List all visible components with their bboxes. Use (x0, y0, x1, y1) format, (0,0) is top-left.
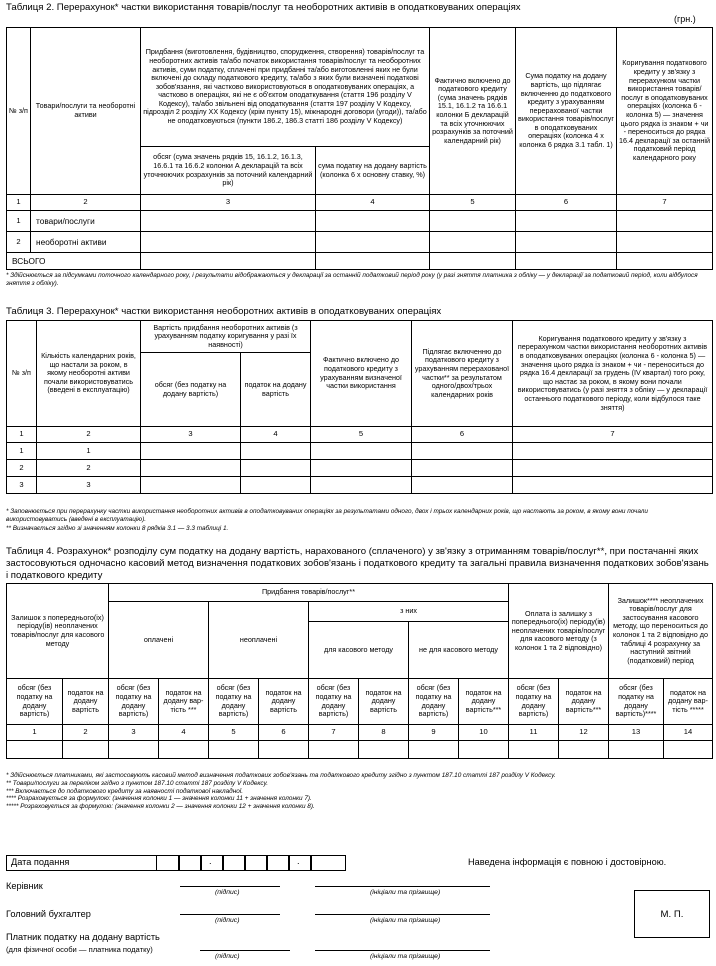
t4-sub-6: податок на додану вартість (259, 679, 309, 725)
t2-row-label: необоротні активи (31, 232, 141, 253)
t2-col-purchase: Придбання (виготовлення, будівництво, спорудження, створення) товарів/послуг та необоротних активів та/або початок використання товарів/послуг та необоротних активів, суми податку, сплачені при придбанні та/або виготовленні яких не були включені до складу податкового кредиту, та/або з яких були визначені податкові зобов'язання, які частково використовуються в оподатковуваних операціях, а частково в операціях, які не є об'єктом оподаткування (стаття 196 розділу V Кодексу), та/або звільнені від оподаткування (стаття 197 розділу V Кодексу, підрозділ 2 розділу XX Кодексу (крім пункту 15), міжнародні договори (угоди)), та/або не оподатковуються (пункти 186.2, 186.3 статті 186 розділу V Кодексу) (141, 28, 430, 147)
t4-sub-5: обсяг (без податку на додану вартість) (209, 679, 259, 725)
t3-row-no: 2 (7, 460, 37, 477)
t2-num-1: 1 (7, 195, 31, 211)
t4-cell[interactable] (509, 741, 559, 759)
t3-cell[interactable] (311, 477, 412, 494)
payer-label: Платник податку на додану вартість (6, 932, 160, 942)
t3-note-2: ** Визначається згідно зі значенням колонки 8 рядків 3.1 — 3.3 таблиці 1. (6, 525, 229, 532)
t3-num-7: 7 (513, 427, 713, 443)
t2-cell[interactable] (141, 211, 316, 232)
t4-num: 12 (559, 725, 609, 741)
table4 (6, 583, 713, 759)
t4-note-4: **** Розраховується за формулою: (значення колонки 1 — значення колонки 11 + значення колонки 7). (6, 795, 312, 803)
head-label: Керівник (6, 881, 43, 891)
t3-cell[interactable] (412, 460, 513, 477)
t4-col-of-them: з них (309, 602, 509, 622)
t4-cell[interactable] (409, 741, 459, 759)
t2-col-goods: Товари/послуги та необоротні активи (31, 28, 141, 195)
t4-cell[interactable] (109, 741, 159, 759)
t2-col-adjust: Коригування податкового кредиту у зв'язку з перерахунком частки використання товарів/послуг в оподатковуваних операціях (колонка 6 - колонка 5) — значення цього рядка із знаком + чи - переноситься до рядка 16.4 декларації за останній податковий період календарного року (617, 28, 713, 195)
head-name-caption: (ініціали та прізвище) (370, 889, 441, 896)
date-digit-box[interactable] (310, 855, 346, 871)
t3-num-2: 2 (37, 427, 141, 443)
t3-col-no: № з/п (7, 321, 37, 427)
t4-sub-12: податок на додану вартість*** (559, 679, 609, 725)
t4-sub-10: податок на додану вартість*** (459, 679, 509, 725)
t2-cell[interactable] (141, 232, 316, 253)
t2-cell[interactable] (430, 232, 516, 253)
date-separator-box (288, 855, 312, 871)
t4-sub-13: обсяг (без податку на додану вартість)**** (609, 679, 664, 725)
t2-cell[interactable] (316, 253, 430, 270)
t4-col-balance: Залишок з попереднього(іх) періоду(ів) неоплачених товарів/послуг для касового методу (7, 584, 109, 679)
t2-num-4: 4 (316, 195, 430, 211)
table-row (7, 443, 713, 460)
t4-sub-7: обсяг (без податку на додану вартість) (309, 679, 359, 725)
t4-num: 5 (209, 725, 259, 741)
table-row (7, 253, 713, 270)
payer-name-line[interactable] (315, 950, 490, 951)
t4-cell[interactable] (609, 741, 664, 759)
t3-cell[interactable] (141, 460, 241, 477)
t4-sub-11: обсяг (без податку на додану вартість) (509, 679, 559, 725)
accountant-label: Головний бухгалтер (6, 909, 91, 919)
t4-cell[interactable] (7, 741, 63, 759)
t4-sub-1: обсяг (без податку на додану вартість) (7, 679, 63, 725)
t2-cell[interactable] (617, 211, 713, 232)
t4-cell[interactable] (63, 741, 109, 759)
t3-col-actual: Фактично включено до податкового кредиту з урахуванням визначеної частки використання (311, 321, 412, 427)
t4-num: 8 (359, 725, 409, 741)
t3-row-no: 1 (7, 443, 37, 460)
t4-num: 3 (109, 725, 159, 741)
t4-cell[interactable] (159, 741, 209, 759)
table-row (7, 741, 713, 759)
t4-num: 10 (459, 725, 509, 741)
t3-col-years: Кількість календарних років, що настали за роком, в якому необоротні активи почали використовуватись (введені в експлуатацію) (37, 321, 141, 427)
t3-col-vat: податок на додану вартість (241, 353, 311, 427)
t4-cell[interactable] (559, 741, 609, 759)
accountant-signature-line[interactable] (180, 914, 280, 915)
t2-cell[interactable] (430, 211, 516, 232)
t3-cell[interactable] (513, 460, 713, 477)
date-digit-box[interactable] (156, 855, 180, 871)
table-row (7, 460, 713, 477)
t3-cell[interactable] (311, 443, 412, 460)
t4-sub-14: податок на додану вар-тість ***** (664, 679, 713, 725)
t2-cell[interactable] (516, 253, 617, 270)
t2-num-2: 2 (31, 195, 141, 211)
t2-num-6: 6 (516, 195, 617, 211)
table-row (7, 477, 713, 494)
t4-col-unpaid: неоплачені (209, 602, 309, 679)
stamp-box (634, 890, 710, 938)
date-digit-box[interactable] (266, 855, 290, 871)
t2-cell[interactable] (316, 232, 430, 253)
t4-notes (6, 772, 712, 811)
t2-cell[interactable] (316, 211, 430, 232)
table2 (6, 27, 713, 270)
head-signature-caption: (підпис) (215, 889, 240, 896)
t4-cell[interactable] (359, 741, 409, 759)
t4-num: 9 (409, 725, 459, 741)
t3-cell[interactable] (241, 460, 311, 477)
t2-col-vat: сума податку на додану вартість (колонка 6 х основну ставку, %) (316, 147, 430, 195)
t2-cell[interactable] (617, 232, 713, 253)
table2-unit: (грн.) (674, 14, 696, 24)
table3-title: Таблиця 3. Перерахунок* частки використання необоротних активів в оподатковуваних операціях (6, 306, 442, 317)
t3-cell[interactable] (241, 443, 311, 460)
t2-row-no: 1 (7, 211, 31, 232)
payer-signature-line[interactable] (200, 950, 290, 951)
t3-cell[interactable] (241, 477, 311, 494)
t4-sub-3: обсяг (без податку на додану вартість) (109, 679, 159, 725)
table-row (7, 211, 713, 232)
t4-note-1: * Здійснюється платниками, які застосовують касовий метод визначення податкових зобов'язань та податкового кредиту згідно з пунктом 187.10 статті 187 розділу V Кодексу. (6, 772, 556, 779)
t3-num-5: 5 (311, 427, 412, 443)
stamp-label: М. П. (660, 908, 684, 920)
payer-signature-caption: (підпис) (215, 953, 240, 960)
date-separator: . (209, 856, 212, 866)
t4-sub-8: податок на додану вартість (359, 679, 409, 725)
payer-name-caption: (ініціали та прізвище) (370, 953, 441, 960)
accountant-name-line[interactable] (315, 914, 490, 915)
t4-col-remainder: Залишок**** неоплачених товарів/послуг для застосування касового методу, що переноситься до колонок 1 та 2 відповідно до таблиці 4 розрахунку за наступний звітний (податковий) період (609, 584, 713, 679)
table4-title: Таблиця 4. Розрахунок* розподілу сум податку на додану вартість, нарахованого (сплаченого) у зв'язку з отриманням товарів/послуг**, при постачанні яких застосовуються одночасно касовий метод визначення податкових зобов'язань і податкового кредиту та загальні правила визначення податкових зобов'язань і податкового кредиту (6, 546, 709, 581)
t4-col-paid: оплачені (109, 602, 209, 679)
t2-col-volume: обсяг (сума значень рядків 15, 16.1.2, 16.1.3, 16.6.1 та 16.6.2 колонки А декларацій та всіх уточнюючих розрахунків за поточний календарний рік) (141, 147, 316, 195)
t3-col-subject: Підлягає включенню до податкового кредиту з урахуванням перерахованої частки** за результатом одного/двох/трьох календарних років (412, 321, 513, 427)
head-name-line[interactable] (315, 886, 490, 887)
t2-cell[interactable] (617, 253, 713, 270)
t4-num: 2 (63, 725, 109, 741)
statement: Наведена інформація є повною і достовірною. (468, 857, 667, 867)
t4-col-payment: Оплата із залишку з попереднього(іх) періоду(ів) неоплачених товарів/послуг для касового методу (з колонок 1 та 2 відповідно) (509, 584, 609, 679)
date-label: Дата подання (11, 857, 70, 867)
t4-note-5: ***** Розраховується за формулою: (значення колонки 2 — значення колонки 12 + значення колонки 8). (6, 803, 315, 811)
t4-cell[interactable] (309, 741, 359, 759)
t2-row-no: 2 (7, 232, 31, 253)
table-row (7, 232, 713, 253)
date-digit-box[interactable] (178, 855, 202, 871)
t2-row-label: товари/послуги (31, 211, 141, 232)
t2-total-label: ВСЬОГО (7, 253, 141, 270)
t4-col-noncash: не для касового методу (409, 622, 509, 679)
t4-sub-9: обсяг (без податку на додану вартість) (409, 679, 459, 725)
t4-num: 7 (309, 725, 359, 741)
t3-row-years: 1 (37, 443, 141, 460)
t3-cell[interactable] (412, 477, 513, 494)
t3-num-3: 3 (141, 427, 241, 443)
t4-num: 1 (7, 725, 63, 741)
t4-cell[interactable] (209, 741, 259, 759)
t3-cell[interactable] (141, 477, 241, 494)
payer-sublabel: (для фізичної особи — платника податку) (6, 945, 153, 954)
t2-cell[interactable] (430, 253, 516, 270)
t4-num: 6 (259, 725, 309, 741)
t2-col-actual: Фактично включено до податкового кредиту (сума значень рядків 15.1, 16.1.2 та 16.6.1 колонки Б декларацій та всіх уточнюючих розрахунків за поточний календарний рік) (430, 28, 516, 195)
date-digit-box[interactable] (244, 855, 268, 871)
table2-title: Таблиця 2. Перерахунок* частки використання товарів/послуг та необоротних активів в оподатковуваних операціях (6, 2, 521, 13)
t4-num: 11 (509, 725, 559, 741)
t3-row-years: 2 (37, 460, 141, 477)
t4-col-cash: для касового методу (309, 622, 409, 679)
t2-num-3: 3 (141, 195, 316, 211)
t4-cell[interactable] (664, 741, 713, 759)
t4-col-purchase: Придбання товарів/послуг** (109, 584, 509, 602)
t3-col-cost: Вартість придбання необоротних активів (з урахуванням податку коригування у разі їх наявності) (141, 321, 311, 353)
t4-note-3: *** Включається до податкового кредиту за наявності податкової накладної. (6, 787, 243, 795)
t4-sub-2: податок на додану вартість (63, 679, 109, 725)
t3-note-1: * Заповнюється при перерахунку частки використання необоротних активів в оподатковуваних операціях за результатами одного, двох і трьох календарних років, що настають за роком, в якому вони почали використовуватись (введені в експлуатацію). (6, 508, 648, 523)
t3-row-years: 3 (37, 477, 141, 494)
t3-col-adjust: Коригування податкового кредиту у зв'язку з перерахунком частки використання необоротних активів в оподатковуваних операціях (колонка 6 - колонка 5) — значення цього рядка із знаком + чи - переноситься до рядка 16.4 декларації за грудень (IV квартал) того року, що настає за роком, в якому вони почали використовуватись (у разі зняття з обліку — у декларації останнього податкового періоду, коли відбулося таке зняття) (513, 321, 713, 427)
date-digit-box[interactable] (222, 855, 246, 871)
t3-row-no: 3 (7, 477, 37, 494)
t4-sub-4: податок на додану вар-тість *** (159, 679, 209, 725)
t2-cell[interactable] (516, 211, 617, 232)
t2-note: * Здійснюється за підсумками поточного календарного року, і результати відображаються у декларації за останній податковий період року (у разі зняття платника з обліку — у декларації за податковий період, коли відбулося зняття з обліку). (6, 272, 698, 287)
t2-col-recalc: Сума податку на додану вартість, що підлягає включенню до податкового кредиту з урахуванням перерахованої частки використання товарів/послуг в оподатковуваних операціях (колонка 4 х колонка 6 рядка 3.1 табл. 1) (516, 28, 617, 195)
t4-num: 4 (159, 725, 209, 741)
t3-cell[interactable] (412, 443, 513, 460)
t3-num-6: 6 (412, 427, 513, 443)
date-separator: . (297, 856, 300, 866)
t3-num-1: 1 (7, 427, 37, 443)
accountant-name-caption: (ініціали та прізвище) (370, 917, 441, 924)
t3-cell[interactable] (141, 443, 241, 460)
table3 (6, 320, 713, 494)
t2-col-no: № з/п (7, 28, 31, 195)
t4-cell[interactable] (459, 741, 509, 759)
t2-num-7: 7 (617, 195, 713, 211)
t4-note-2: ** Товари/послуги за переліком згідно з пунктом 187.10 статті 187 розділу V Кодексу. (6, 779, 269, 787)
t3-cell[interactable] (311, 460, 412, 477)
t3-cell[interactable] (513, 443, 713, 460)
t2-cell[interactable] (516, 232, 617, 253)
t3-col-volume: обсяг (без податку на додану вартість) (141, 353, 241, 427)
t3-num-4: 4 (241, 427, 311, 443)
date-separator-box (200, 855, 224, 871)
head-signature-line[interactable] (180, 886, 280, 887)
t2-cell[interactable] (141, 253, 316, 270)
t4-num: 13 (609, 725, 664, 741)
t4-cell[interactable] (259, 741, 309, 759)
t4-num: 14 (664, 725, 713, 741)
t3-cell[interactable] (513, 477, 713, 494)
accountant-signature-caption: (підпис) (215, 917, 240, 924)
t2-num-5: 5 (430, 195, 516, 211)
